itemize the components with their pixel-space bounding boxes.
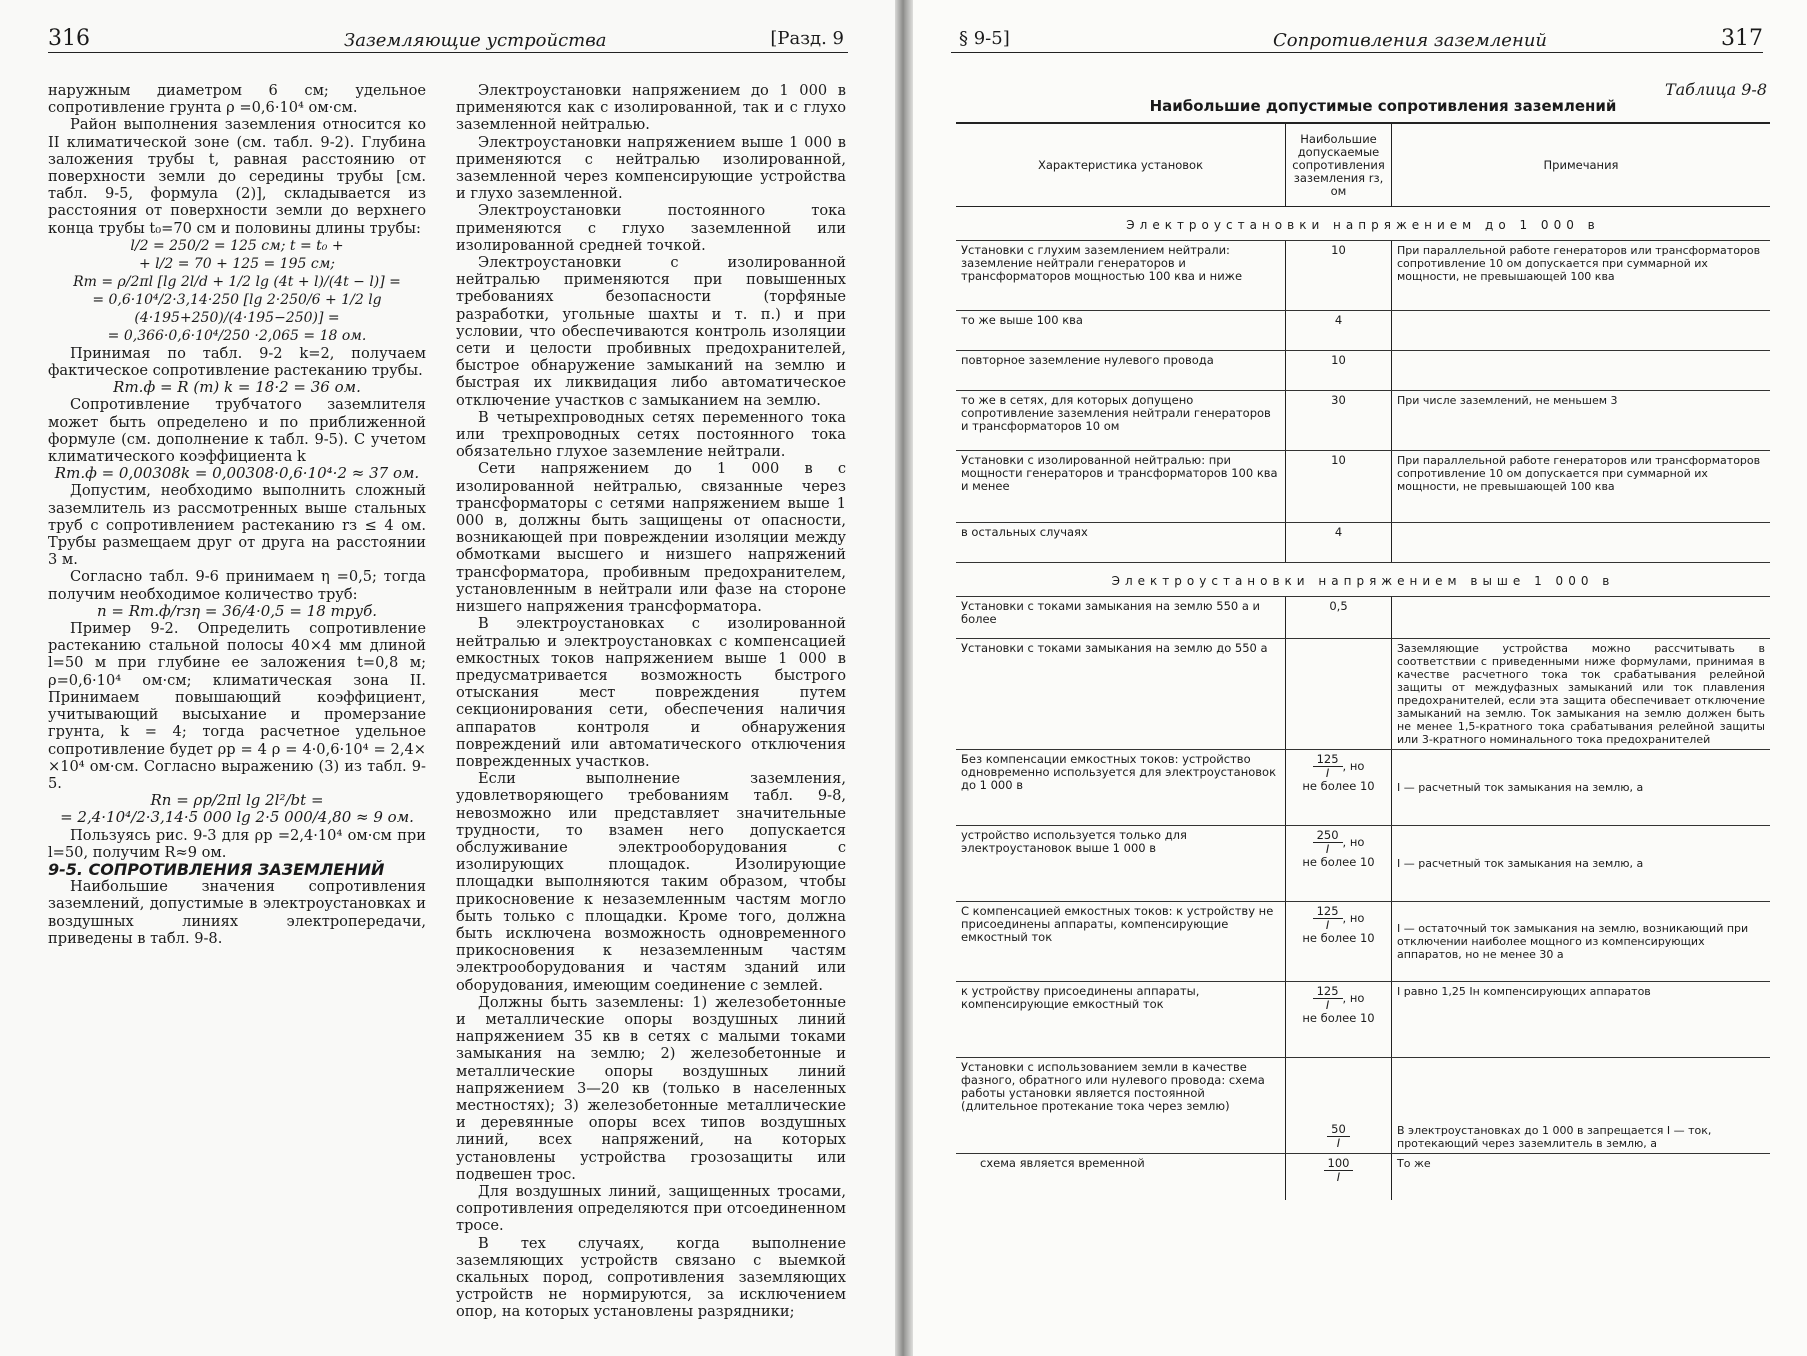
cell-characteristic: к устройству присоединены аппараты, компенсирующие емкостный ток — [956, 982, 1286, 1058]
page-number: 316 — [48, 26, 90, 51]
paragraph: Согласно табл. 9-6 принимаем η =0,5; тогда получим необходимое количество труб: — [48, 568, 426, 603]
column-header: Примечания — [1392, 123, 1771, 207]
paragraph: Район выполнения заземления относится ко II климатической зоне (см. табл. 9-2). Глубина заложения трубы t, равная расстоянию от поверхности земли до середины трубы [см. табл. 9-5, формула (2)], складывается из расстояния от поверхности земли до верхнего конца трубы t₀=70 см и половины длины трубы: — [48, 116, 426, 237]
table-row — [956, 451, 1770, 523]
table-row — [956, 311, 1770, 351]
paragraph: Должны быть заземлены: 1) железобетонные и металлические опоры воздушных линий напряжением 35 кв в сетях с малыми токами замыкания на землю; 2) железобетонные и металлические опоры воздушных линий напряжением 3—20 кв (только в населенных местностях); 3) железобетонные металлические и деревянные опоры всех типов воздушных линий, всех напряжений, на которых установлены устройства грозозащиты или подвешен трос. — [456, 993, 846, 1183]
paragraph: Электроустановки постоянного тока применяются с глухо заземленной или изолированной средней точкой. — [456, 202, 846, 254]
table-row — [956, 826, 1770, 902]
left-page — [0, 0, 895, 1356]
cell-characteristic: Установки с использованием земли в качестве фазного, обратного или нулевого провода: схема работы установки является постоянной (длительное протекание тока через землю) — [956, 1058, 1286, 1154]
formula: Rm = ρ/2πl [lg 2l/d + 1/2 lg (4t + l)/(4t − l)] = — [73, 273, 401, 290]
cell-resistance — [1286, 639, 1392, 750]
table-row — [956, 351, 1770, 391]
cell-characteristic: то же выше 100 ква — [956, 311, 1286, 351]
cell-note: I — остаточный ток замыкания на землю, возникающий при отключении наиболее мощного из компенсирующих аппаратов, но не менее 30 а — [1392, 902, 1771, 982]
formula: Rт.ф = 0,00308k = 0,00308·0,6·10⁴·2 ≈ 37 ом. — [54, 464, 420, 483]
cell-characteristic: Установки с глухим заземлением нейтрали: заземление нейтрали генераторов и трансформаторов мощностью 100 ква и ниже — [956, 241, 1286, 311]
paragraph: Сопротивление трубчатого заземлителя может быть определено и по приближенной формуле (см. дополнение к табл. 9-5). С учетом климатического коэффициента k — [48, 396, 426, 466]
running-title: Сопротивления заземлений — [1273, 30, 1547, 51]
cell-characteristic: повторное заземление нулевого провода — [956, 351, 1286, 391]
table-row — [956, 1058, 1770, 1154]
formula: n = Rт.ф/rзη = 36/4·0,5 = 18 труб. — [96, 601, 377, 620]
cell-characteristic: в остальных случаях — [956, 523, 1286, 563]
page-header — [951, 24, 1763, 53]
formula: l/2 = 250/2 = 125 см; t = t₀ + — [130, 237, 344, 254]
cell-note: I — расчетный ток замыкания на землю, а — [1392, 826, 1771, 902]
paragraph: наружным диаметром 6 см; удельное сопротивление грунта ρ =0,6·10⁴ ом·см. — [48, 82, 426, 117]
cell-note — [1392, 523, 1771, 563]
column-header: Наибольшие допускаемые сопротивления заземления rз, ом — [1286, 123, 1392, 207]
paragraph: В четырехпроводных сетях переменного тока или трехпроводных сетях постоянного тока обязательно глухое заземление нейтрали. — [456, 408, 846, 461]
example-paragraph: Пример 9-2. Определить сопротивление растеканию стальной полосы 40×4 мм длиной l=50 м при глубине ее заложения t=0,8 м; ρ=0,6·10⁴ ом·см; климатическая зона II. Принимаем повышающий коэффициент, учитывающий высыхание и промерзание грунта, k = 4; тогда расчетное удельное сопротивление будет ρр = 4 ρ = 4·0,6·10⁴ = 2,4× ×10⁴ ом·см. Согласно выражению (3) из табл. 9-5. — [48, 620, 426, 792]
column-1 — [48, 82, 426, 947]
page-header — [48, 24, 848, 53]
cell-resistance: 30 — [1286, 391, 1392, 451]
cell-characteristic: схема является временной — [980, 1156, 1145, 1170]
cell-characteristic: то же в сетях, для которых допущено сопротивление заземления нейтрали генераторов и трансформаторов 10 ом — [956, 391, 1286, 451]
running-section: § 9-5] — [959, 28, 1010, 49]
cell-resistance: 0,5 — [1286, 597, 1392, 639]
fraction: $\frac{100}{I}$ — [1324, 1157, 1354, 1184]
column-header: Характеристика установок — [956, 123, 1286, 207]
right-page — [913, 0, 1807, 1356]
cell-note: При числе заземлений, не меньшем 3 — [1392, 391, 1771, 451]
running-section: [Разд. 9 — [770, 28, 844, 49]
cell-resistance — [1286, 1154, 1392, 1200]
paragraph: Принимая по табл. 9-2 k=2, получаем фактическое сопротивление растеканию трубы. — [48, 344, 426, 380]
fraction: $\frac{125}{I}$ — [1313, 753, 1343, 780]
section-row: Электроустановки напряжением до 1 000 в — [956, 207, 1770, 241]
cell-characteristic: Установки с изолированной нейтралью: при мощности генераторов и трансформаторов 100 ква и менее — [956, 451, 1286, 523]
page-number: 317 — [1721, 26, 1763, 51]
fraction: $\frac{50}{I}$ — [1327, 1123, 1350, 1150]
formula: = 2,4·10⁴/2·3,14·5 000 lg 2·5 000/4,80 ≈ 9 ом. — [60, 808, 414, 827]
cell-note: I — расчетный ток замыкания на землю, а — [1392, 750, 1771, 826]
cell-resistance: $\frac{125}{I}$ , но не более 10 — [1286, 902, 1392, 982]
formula: Rп = ρр/2πl lg 2l²/bt = — [150, 791, 324, 810]
cell-characteristic: устройство используется только для электроустановок выше 1 000 в — [956, 826, 1286, 902]
column-2 — [456, 82, 846, 1321]
table-row — [956, 982, 1770, 1058]
paragraph: Наибольшие значения сопротивления заземлений, допустимые в электроустановках и воздушных линиях электропередачи, приведены в табл. 9-8. — [48, 878, 426, 947]
formula: = 0,366·0,6·10⁴/250 ·2,065 = 18 ом. — [107, 327, 367, 344]
paragraph: Электроустановки напряжением выше 1 000 в применяются с нейтралью изолированной, заземленной через компенсирующие устройства и глухо заземленной. — [456, 133, 846, 203]
section-heading: 9-5. СОПРОТИВЛЕНИЯ ЗАЗЕМЛЕНИЙ — [48, 859, 385, 879]
cell-resistance: 4 — [1286, 311, 1392, 351]
paragraph: Пользуясь рис. 9-3 для ρр =2,4·10⁴ ом·см при l=50, получим R≈9 ом. — [48, 826, 426, 861]
table-row — [956, 523, 1770, 563]
formula: Rт.ф = R (m) k = 18·2 = 36 ом. — [113, 378, 361, 397]
formula: = 0,6·10⁴/2·3,14·250 [lg 2·250/6 + 1/2 lg (4·195+250)/(4·195−250)] = — [92, 291, 382, 326]
cell-characteristic: Установки с токами замыкания на землю до 550 а — [956, 639, 1286, 750]
cell-note: I равно 1,25 Iн компенсирующих аппаратов — [1392, 982, 1771, 1058]
table-row — [956, 597, 1770, 639]
paragraph: Сети напряжением до 1 000 в с изолированной нейтралью, связанные через трансформаторы с сетями напряжением выше 1 000 в, должны быть защищены от опасности, возникающей при повреждении изоляции между обмотками высшего и низшего напряжений трансформатора, пробивным предохранителем, установленным в нейтрали или фазе на стороне низшего напряжения трансформатора. — [456, 460, 846, 616]
formula: + l/2 = 70 + 125 = 195 см; — [138, 255, 336, 272]
running-title: Заземляющие устройства — [344, 30, 607, 51]
table-title: Наибольшие допустимые сопротивления заземлений — [1149, 97, 1617, 115]
table-row — [956, 750, 1770, 826]
cell-note — [1392, 597, 1771, 639]
cell-characteristic: Установки с токами замыкания на землю 550 а и более — [956, 597, 1286, 639]
cell-resistance: 4 — [1286, 523, 1392, 563]
table-row — [956, 902, 1770, 982]
cell-resistance — [1286, 1058, 1392, 1154]
cell-resistance: 10 — [1286, 451, 1392, 523]
paragraph: Если выполнение заземления, удовлетворяющего требованиям табл. 9-8, невозможно или представляет значительные трудности, то взамен него допускается обслуживание электрооборудования с изолирующих площадок. Изолирующие площадки выполняются таким образом, чтобы прикосновение к незаземленным частям могло быть только с площадки. Кроме того, должна быть исключена возможность одновременного прикосновения к незаземленным частям электрооборудования и частям зданий или оборудования, имеющим соединение с землей. — [456, 770, 846, 994]
cell-note — [1392, 351, 1771, 391]
cell-resistance: $\frac{125}{I}$ , но не более 10 — [1286, 750, 1392, 826]
cell-note — [1392, 311, 1771, 351]
cell-note: В электроустановках до 1 000 в запрещается I — ток, протекающий через заземлитель в землю, а — [1392, 1058, 1771, 1154]
paragraph: Электроустановки напряжением до 1 000 в применяются как с изолированной, так и с глухо заземленной нейтралью. — [456, 82, 846, 134]
book-gutter — [895, 0, 913, 1356]
cell-characteristic: Без компенсации емкостных токов: устройство одновременно используется для электроустановок до 1 000 в — [956, 750, 1286, 826]
paragraph: Электроустановки с изолированной нейтралью применяются при повышенных требованиях безопасности (торфяные разработки, угольные шахты и т. п.) и при условии, что обеспечиваются контроль изоляции сети и целости пробивных предохранителей, быстрое обнаружение замыканий на землю и быстрая их ликвидация либо автоматическое отключение участков с замыканием на землю. — [456, 254, 846, 409]
cell-resistance: $\frac{250}{I}$ , но не более 10 — [1286, 826, 1392, 902]
paragraph: Допустим, необходимо выполнить сложный заземлитель из рассмотренных выше стальных труб с сопротивлением растеканию rз ≤ 4 ом. Трубы размещаем друг от друга на расстоянии 3 м. — [48, 482, 426, 569]
table-number: Таблица 9-8 — [1664, 80, 1767, 99]
cell-note: При параллельной работе генераторов или трансформаторов сопротивление 10 ом допускается при суммарной их мощности, не превышающей 100 ква — [1392, 451, 1771, 523]
table-row — [956, 1154, 1770, 1200]
table-row — [956, 391, 1770, 451]
fraction: $\frac{250}{I}$ — [1313, 829, 1343, 856]
cell-resistance: $\frac{125}{I}$ , но не более 10 — [1286, 982, 1392, 1058]
paragraph: В тех случаях, когда выполнение заземляющих устройств связано с выемкой скальных пород, сопротивления заземляющих устройств не нормируются, за исключением опор, на которых установлены разрядники; — [456, 1234, 846, 1321]
fraction: $\frac{125}{I}$ — [1313, 985, 1343, 1012]
cell-resistance: 10 — [1286, 351, 1392, 391]
section-row: Электроустановки напряжением выше 1 000 в — [956, 563, 1770, 597]
cell-note: При параллельной работе генераторов или трансформаторов сопротивление 10 ом допускается при суммарной их мощности, не превышающей 100 ква — [1392, 241, 1771, 311]
table-row — [956, 241, 1770, 311]
cell-characteristic: С компенсацией емкостных токов: к устройству не присоединены аппараты, компенсирующие емкостный ток — [956, 902, 1286, 982]
paragraph: Для воздушных линий, защищенных тросами, сопротивления определяются при отсоединенном тросе. — [456, 1183, 846, 1235]
cell-resistance: 10 — [1286, 241, 1392, 311]
resistance-table — [956, 122, 1770, 1200]
fraction: $\frac{125}{I}$ — [1313, 905, 1343, 932]
cell-note: Заземляющие устройства можно рассчитывать в соответствии с приведенными ниже формулами, принимая в качестве расчетного тока ток срабатывания релейной защиты от междуфазных замыканий или ток плавления предохранителей, если эта защита обеспечивает отключение замыканий на землю. Ток замыкания на землю должен быть не менее 1,5-кратного тока срабатывания релейной защиты или 3-кратного номинального тока предохранителей — [1392, 639, 1771, 750]
table-header-row — [956, 123, 1770, 207]
paragraph: В электроустановках с изолированной нейтралью и электроустановках с компенсацией емкостных токов напряжением выше 1 000 в предусматривается возможность быстрого отыскания мест повреждения путем секционирования сети, обеспечения наличия аппаратов контроля и обнаружения повреждений или автоматического отключения поврежденных участков. — [456, 615, 846, 770]
cell-note: То же — [1397, 1157, 1431, 1170]
table-row — [956, 639, 1770, 750]
